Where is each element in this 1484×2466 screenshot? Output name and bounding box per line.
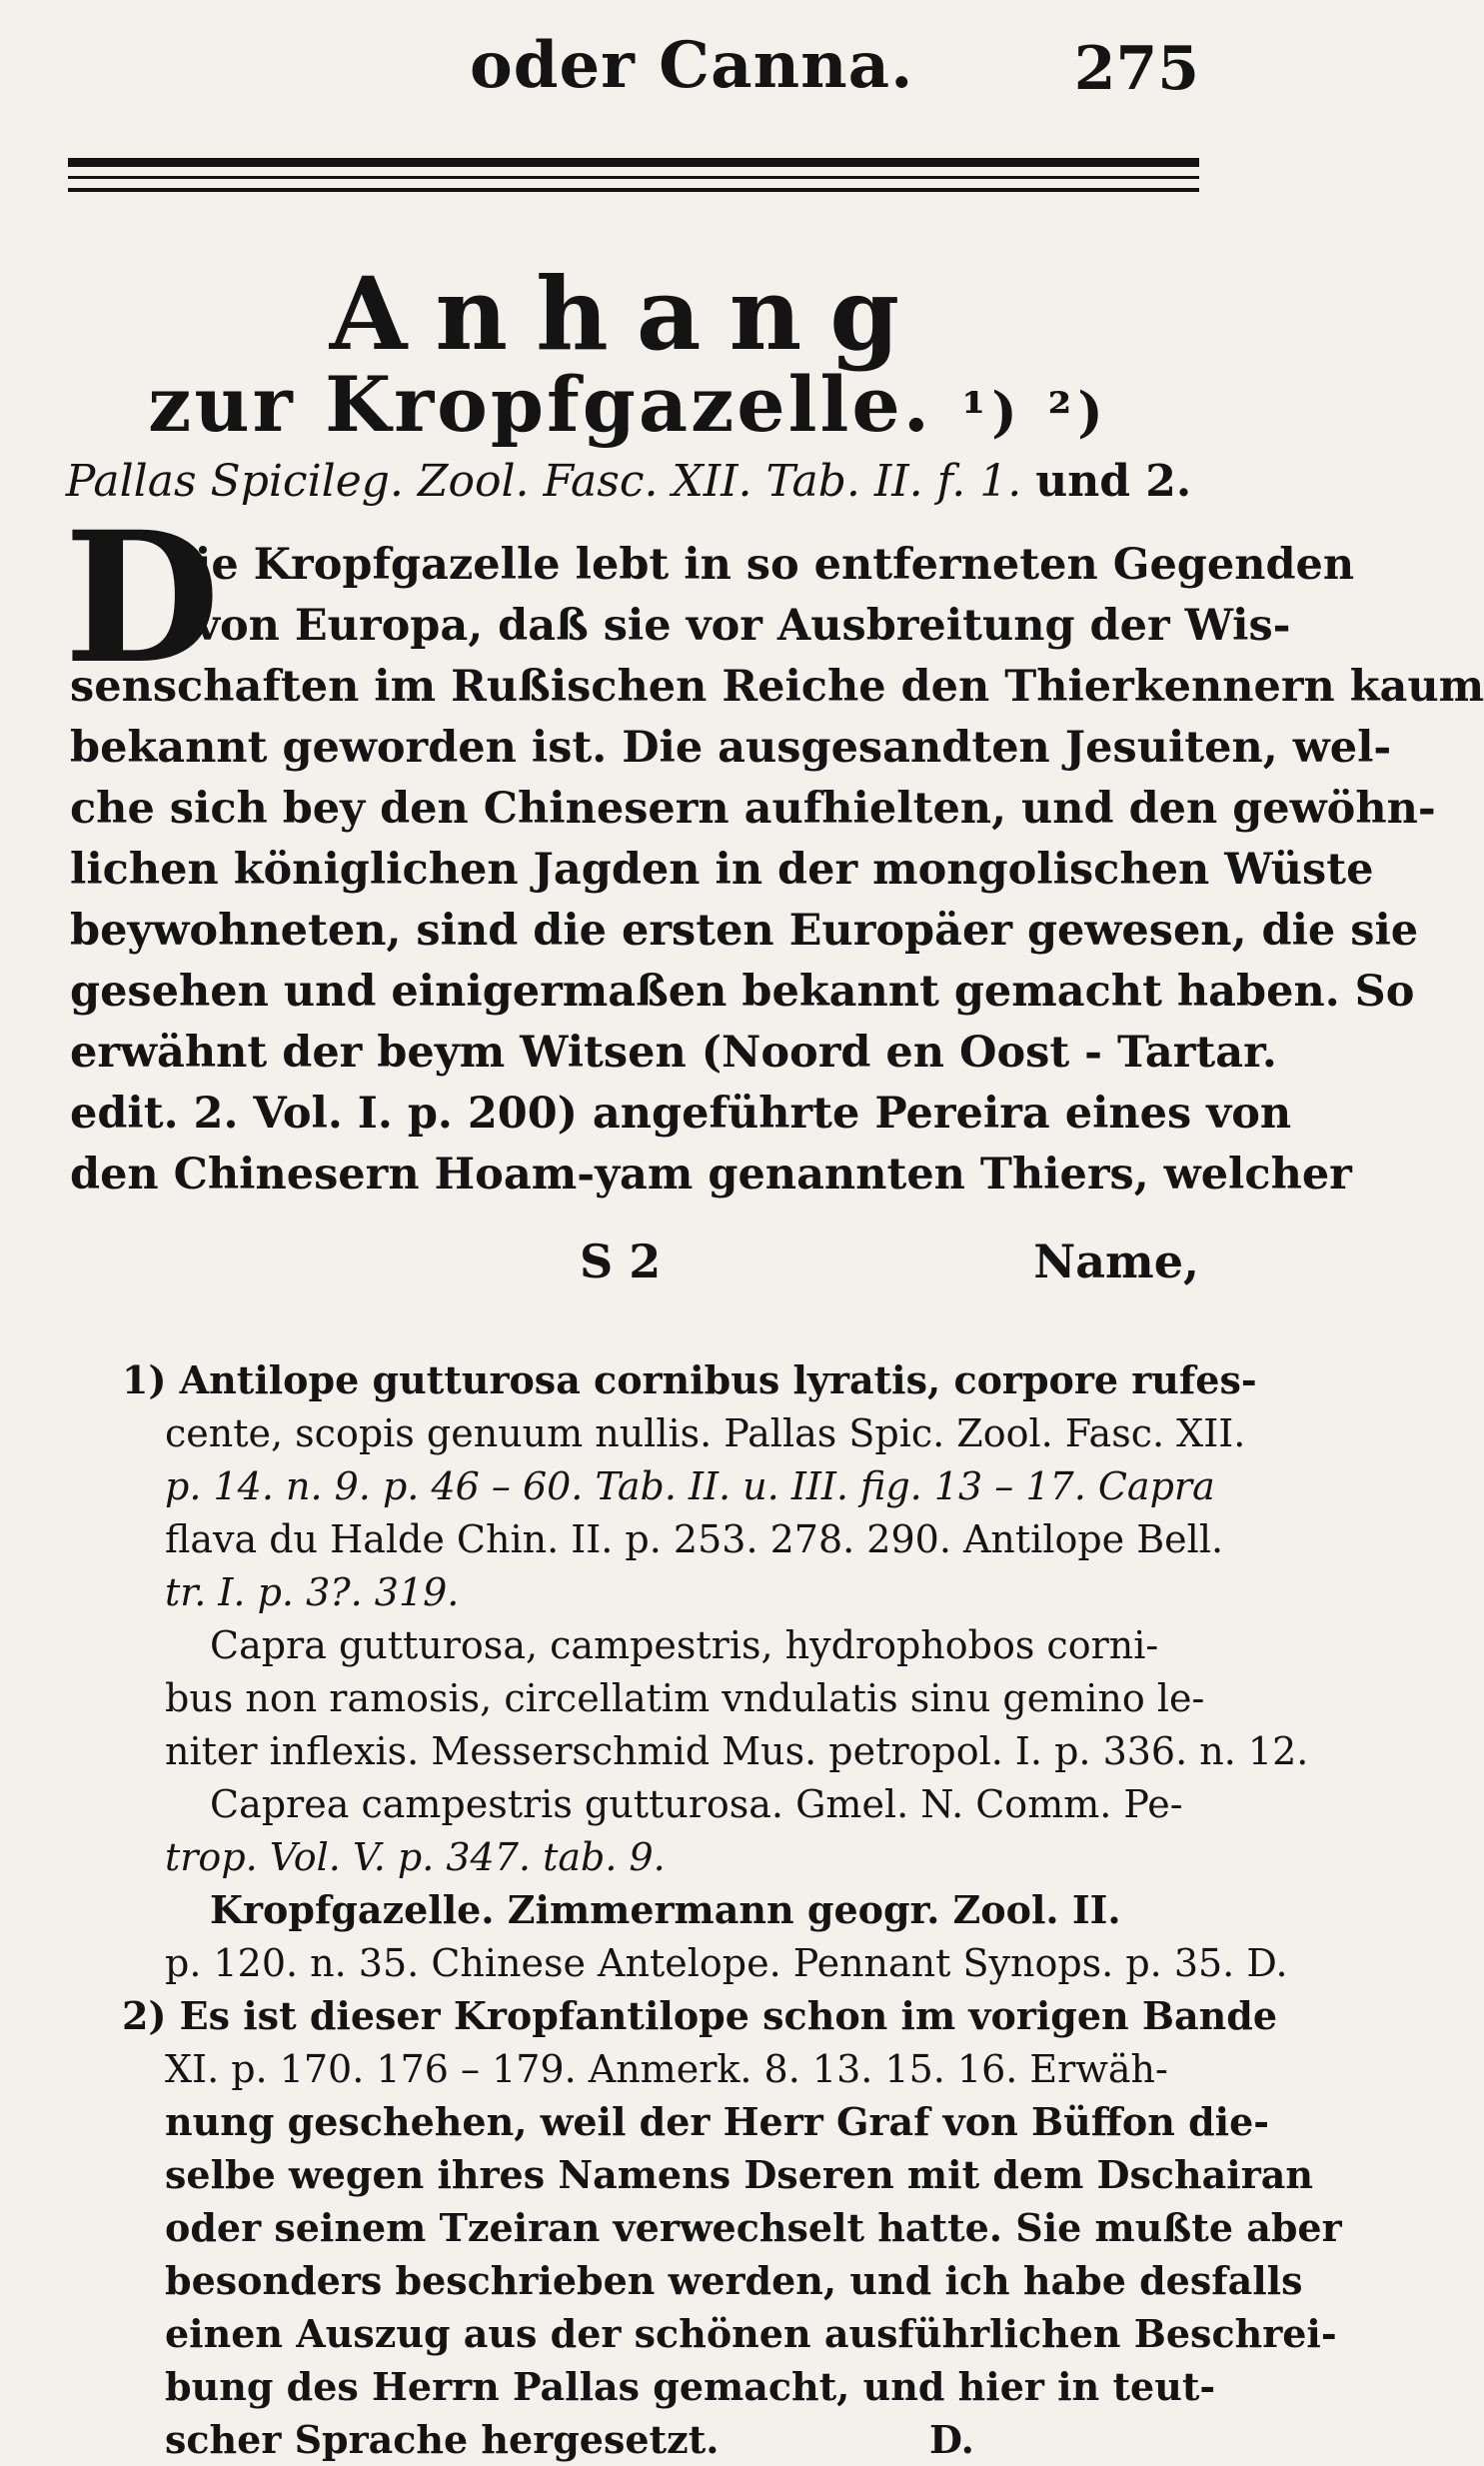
footnote-references: ¹) ²) (961, 380, 1109, 444)
header-rule (68, 188, 1199, 192)
footnote-line: trop. Vol. V. p. 347. tab. 9. (165, 1835, 666, 1879)
footnote-line: niter inflexis. Messerschmid Mus. petropol. I. p. 336. n. 12. (165, 1729, 1309, 1773)
footnote-line: Caprea campestris gutturosa. Gmel. N. Comm. Pe- (210, 1782, 1183, 1826)
footnote-line: Capra gutturosa, campestris, hydrophobos corni- (210, 1623, 1159, 1667)
citation-text: Pallas Spicileg. Zool. Fasc. XII. Tab. II. f. 1. (65, 456, 1022, 507)
text-line: gesehen und einigermaßen bekannt gemacht haben. So (70, 967, 1415, 1017)
footnote-line: tr. I. p. 3?. 319. (165, 1570, 460, 1614)
footnote-line: 2) Es ist dieser Kropfantilope schon im vorigen Bande (122, 1993, 1277, 2038)
citation-und: und 2. (1035, 456, 1192, 507)
text-line: den Chinesern Hoam-yam genannten Thiers, welcher (70, 1150, 1352, 1200)
text-line: senschaften im Rußischen Reiche den Thierkennern kaum (70, 662, 1484, 712)
text-line: ie Kropfgazelle lebt in so entferneten Gegenden (195, 540, 1355, 590)
footnote-line: scher Sprache hergesetzt. (165, 2417, 720, 2462)
footnote-line: 1) Antilope gutturosa cornibus lyratis, corpore rufes- (122, 1357, 1257, 1402)
text-line: von Europa, daß sie vor Ausbreitung der Wis- (195, 601, 1291, 651)
text-line: che sich bey den Chinesern aufhielten, und den gewöhn- (70, 784, 1436, 834)
section-title: Anhang (329, 255, 928, 373)
drop-cap: D (64, 493, 221, 704)
section-subtitle (0, 360, 1257, 449)
signature-mark: S 2 (580, 1234, 662, 1288)
signature-line (70, 1234, 1199, 1294)
footnote-line: besonders beschrieben werden, und ich habe desfalls (165, 2258, 1303, 2303)
footnote-line: bus non ramosis, circellatim vndulatis sinu gemino le- (165, 1676, 1205, 1720)
text-line: bekannt geworden ist. Die ausgesandten Jesuiten, wel- (70, 723, 1392, 773)
page-number: 275 (1073, 34, 1199, 104)
text-line: erwähnt der beym Witsen (Noord en Oost - Tartar. (70, 1028, 1277, 1078)
catchword: Name, (1033, 1234, 1199, 1288)
footnote-line: cente, scopis genuum nullis. Pallas Spic. Zool. Fasc. XII. (165, 1411, 1246, 1455)
footnote-line: bung des Herrn Pallas gemacht, und hier in teut- (165, 2364, 1216, 2409)
header-rule (68, 176, 1199, 179)
footnote-line: nung geschehen, weil der Herr Graf von Büffon die- (165, 2099, 1270, 2144)
text-line: lichen königlichen Jagden in der mongolischen Wüste (70, 845, 1374, 895)
footnote-line: p. 120. n. 35. Chinese Antelope. Pennant Synops. p. 35. D. (165, 1941, 1288, 1985)
running-title: oder Canna. (470, 28, 914, 103)
footnote-line: oder seinem Tzeiran verwechselt hatte. Sie mußte aber (165, 2205, 1342, 2250)
footnote-line: Kropfgazelle. Zimmermann geogr. Zool. II. (210, 1887, 1121, 1932)
footnote-line: flava du Halde Chin. II. p. 253. 278. 290. Antilope Bell. (165, 1517, 1224, 1561)
text-line: beywohneten, sind die ersten Europäer gewesen, die sie (70, 906, 1419, 956)
footnote-line: p. 14. n. 9. p. 46 – 60. Tab. II. u. III. fig. 13 – 17. Capra (165, 1464, 1215, 1508)
running-header (70, 28, 1199, 118)
footnote-line: einen Auszug aus der schönen ausführlichen Beschrei- (165, 2311, 1337, 2356)
subtitle-text: zur Kropfgazelle. (148, 360, 933, 449)
footnote-signoff: D. (929, 2417, 974, 2462)
text-line: edit. 2. Vol. I. p. 200) angeführte Pereira eines von (70, 1089, 1292, 1139)
footnote-line: selbe wegen ihres Namens Dseren mit dem Dschairan (165, 2152, 1313, 2197)
header-rule (68, 158, 1199, 167)
footnote-line: XI. p. 170. 176 – 179. Anmerk. 8. 13. 15. 16. Erwäh- (165, 2047, 1168, 2091)
